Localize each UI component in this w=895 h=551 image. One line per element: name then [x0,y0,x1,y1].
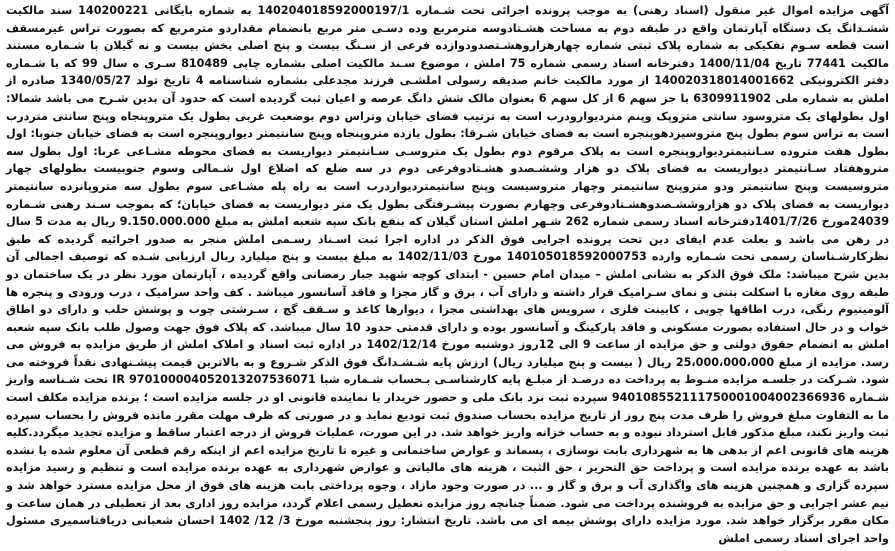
auction-notice-text: آگهی مزایده اموال غیر منقول (اسناد رهنی) به موجب پرونده اجرائی تحت شـماره 140204018592000197/1 به شماره بایگانی 140200221 سند مالکیت ششـدانگ یک دستگاه آپارتمان واقع در طبقه دوم به مساحت هشـتادوسه مترمربع وده دسـی متر مربع بانضمام مقداردو مترمربع که بصورت تراس غیرمسقف است قطعه سـوم تفکیکی به شماره پلاک ثبتی شماره چهارهزاروهشـتصدودوازده فرعی از سـنگ بیست و پنج اصلی بخش بیست و نه گیلان با شـماره مستند مالکیت 77441 تاریخ 1400/11/04 دفترخانه اسناد رسمی شماره 75 املش ، موضوع سـند مالکیت اصلی بشماره چاپی 810489 سـری ه سال 99 که با شـماره دفتر الکترونیکی 140020318014001662 از مورد مالکیت خانم صدیقه رسولی املشـی فرزند مجدعلی بشماره شناسنامه 4 تاریخ تولد 1340/05/27 صادره از املش به شماره ملی 6309911902 با جز سهم 6 از کل سهم 6 بعنوان مالک شش دانگ عرصه و اعیان ثبت گردیده است که حدود آن بدین شـرح می باشد شمالا: اول بطولهای یک متروسود سانتی متروپک وپنم متردیوارودرب است به ترتیب فضای خیابان وتراس دوم بوضعیت غربی بطول یک متروپنجاه وپنج سانتی متردرب است به تراس سوم بطول پنج متروسیزدهوپنجره است به فضای خیابان شـرقا: بطول یازده متروپنجاه وپنج سانتیمتر دیواروپنجره است به فضای خیابان جنوبا: اول بطول هفت متروده سـانتیمتردیواروپنجره است به پلاک مرقوم دوم بطول یک متروسـی سـانتیمتر دیواریست به فضای محوطه مشـاعی غربا: اول بطول سه متروهفتاد سـانتیمتر دیواریست به فضای پلاک دو هزار وششـصدو هشـتادوفرعی دوم در سه ضلع که اضلاع اول شـمالی وسوم جنوبیست بطولهای چهار متروسیست وپنج سانتیمتر ودو متروپنج سانتیمتر وچهار متروسیست وپنج سانتیمتردیواردرب است به راه پله مشـاعی سوم بطول سه متروپانزده سانتیمتر دیواریست به فضای پلاک دو هزاروششـصدوهشـتادوفرعی وچهارم بصورت پیشـرفتگی بطول یک متر دیواریست به فضای خیابان؛ که بموجب سـند رهنی شـماره 24039مورخ 1401/7/26دفترخانه اسناد رسمی شماره 262 شـهر املش استان گیلان که بنفع بانک سپه شعبه املش به مبلغ 9.150.000.000 ریال به مدت 5 سال در رهن می باشد و بعلت عدم ایفای دین تحت پرونده اجرایی فوق الذکر در اداره اجرا ثبت اسـناد رسـمی املش منجر به صدور اجرائیه گردیده که طبق نظرکارشـناسان رسمی تحت شـماره وارده 140105018592000753 مورخ 1402/11/03 به مبلغ بیست و پنج میلیارد ریال ارزیابی شـده که توصیف اجمالی آن بدین شرح میباشد: ملک فوق الذکر به نشانی املش – میدان امام حسین - ابتدای کوچه شهید جبار رمضانی واقع گردیده ، آپارتمان مورد نظر در یک ساختمان دو طبقه روی مغازه با اسکلت بتنی و نمای سـرامیک قرار داشته و دارای آب ، برق و گاز مجزا و فاقد آسانسور میباشد . کف واحد سرامیک ، درب ورودی و پنجره ها آلومینیوم رنگی، درب اطاقها چوبی ، کابینت فلزی ، سرویس های بهداشتی مجزا ، دیوارها کاغذ و سـقف گچ ، سـرشتی چوب و پوشش حلب و دارای دو اطاق خواب و در حال استفاده بصورت مسکونی و فاقد پارکینگ و آسانسور بوده و دارای قدمتی حدود 10 سال میباشد. که پلاک فوق جهت وصول طلب بانک سپه شعبه املش به انضمام حقوق دولتی و حق مزایده از ساعت 9 الی 12روز دوشنبه مورخ 1402/12/14 در اداره ثبت اسناد و املاک املش از طریق مزایده به فروش می رسد. مزایده از مبلغ 25،000،000،000 ریال ( بیست و پنج میلیارد ریال) ارزش پایه شـشـدانگ فوق الذکر شـروع و به بالاترین قیمت پیشـنهادی نقداً فروخته می شود. شـرکت در جلسـه مزایده منـوط به پرداخت ده درصـد از مبلـغ پایه کارشناسـی بـحساب شـماره شبا IR 970100004052013207536071 تحت شـناسه واریز شـماره 940108552111750001004002366936 سپرده ثبت نزد بانک ملی و حضور خریدار یا نماینده قانونی او در جلسه مزایده است ؛ برنده مزایده مکلف است ما به التفاوت مبلغ فروش را ظرف مدت پنج روز از تاریخ مزایده بحساب صندوق ثبت تودیع نماید و در صورتی که ظرف مهلت مقرر مانده فروش را بحساب سپرده ثبت واریز نکند، مبلغ مذکور قابل استرداد نبوده و به حساب خزانه واریز خواهد شد. در این صورت، عملیات فروش از درجه اعتبار ساقط و مزایده تجدید میگردد.کلیه هزینه های قانونی اعم از بدهی ها به شهرداری بابت نوسازی ، پسماند و عوارض ساختمانی و غیره تا تاریخ مزایده اعم از اینکه رقم قطعی آن معلوم شده یا نشده باشد به عهده برنده مزایده است و پرداخت حق التحریر ، حق الثبت ، هزینه های مالیاتی و عوارض شهرداری به عهده برنده مزایده است و تنظیم و رسید مزایده سپرده گزاری و همچنین هزینه های واگذاری آب و برق و گاز و ... در صورت وجود مازاد ، وجوه پرداختی بابت هزینه های فوق از محل مزایده مسترد خواهد شد و نیم عشر اجرایی و حق مزایده به فروشنده پرداخت می شود. ضمناً چنانچه روز مزایده تعطیل رسمی اعلام گردد، مزایده روز اداری بعد از تعطیلی در همان ساعت و مکان مقرر برگزار خواهد شد. مورد مزایده دارای پوشش بیمه ای می باشد. تاریخ انتشار: روز پنجشنبه مورخ 3/ 12/ 1402 احسان شعبانی دریافتاسمیری مسئول واحد اجرای اسناد رسمی املش [6,4,890,545]
